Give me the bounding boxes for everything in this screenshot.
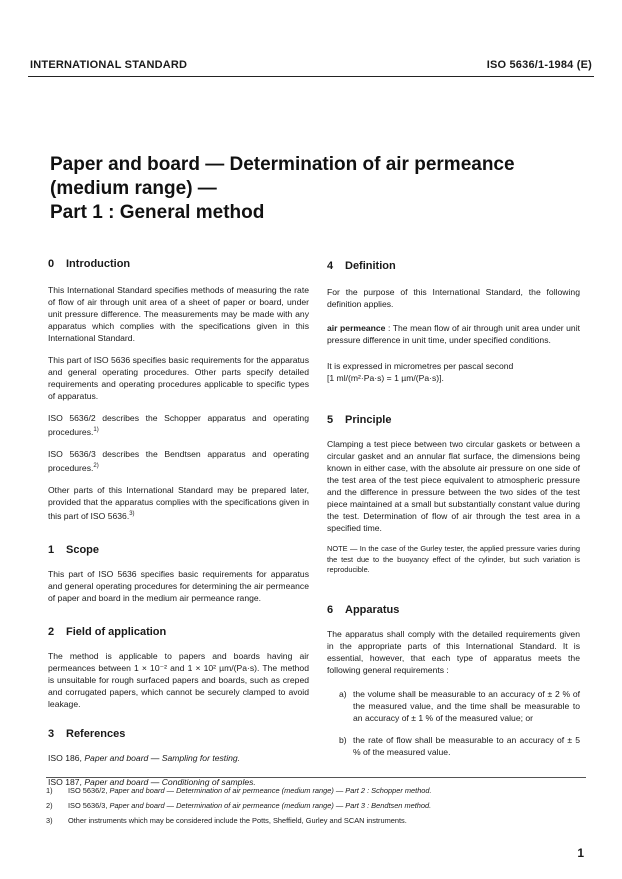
section-references-heading: 3 References <box>48 727 126 740</box>
apparatus-item-b: b) the rate of flow shall be measurable to an accuracy of ± 5 % of the measured value. <box>339 734 580 757</box>
footnote-2: 2) ISO 5636/3, Paper and board — Determination of air permeance (medium range) — Part 3 : Bendtsen method. <box>46 801 432 810</box>
footnote-3: 3) Other instruments which may be considered include the Potts, Sheffield, Gurley and SCAN instruments. <box>46 816 407 825</box>
section-definition-heading: 4 Definition <box>327 260 396 272</box>
intro-paragraph-5: Other parts of this International Standard may be prepared later, provided that the apparatus complies with the specifications given in this part of ISO 5636.$^{3)}$ <box>48 484 309 521</box>
footnote-ref-2: 2) <box>93 462 99 469</box>
definition-unit-line: It is expressed in micrometres per pascal second <box>327 361 514 371</box>
section-principle-heading: 5 Principle <box>327 414 392 426</box>
principle-note: NOTE — In the case of the Gurley tester, the applied pressure varies during the test due to the buoyancy effect of the cylinder, but such variation is reproducible. <box>327 544 580 574</box>
section-field-of-application-heading: 2 Field of application <box>48 625 167 638</box>
section-introduction-heading: 0 Introduction <box>48 258 131 270</box>
field-of-application-paragraph: The method is applicable to papers and boards having air permeances between 1 × 10⁻² and 1 × 10² µm/(Pa·s). The method is unsuitable for rough surfaced papers and boards, such as creped and corrugated papers, which cannot be securely clamped to avoid leakage. <box>48 650 309 709</box>
definition-term-paragraph: air permeance : The mean flow of air through unit area under unit pressure difference in unit time, under specified conditions. <box>327 323 580 345</box>
footnote-ref-1: 1) <box>93 427 99 433</box>
title-line-2: (medium range) — <box>50 178 217 199</box>
intro-paragraph-4: ISO 5636/3 describes the Bendtsen apparatus and operating procedures.$^{2)}$ <box>48 448 309 473</box>
footnote-1: 1) ISO 5636/2, Paper and board — Determination of air permeance (medium range) — Part 2 : Schopper method. <box>46 786 432 795</box>
apparatus-paragraph: The apparatus shall comply with the detailed requirements given in the appropriate parts of this International Standard. It is essential, however, that each type of apparatus meets the following general requirements : <box>327 628 580 675</box>
header-standard-label: INTERNATIONAL STANDARD <box>30 59 188 71</box>
section-scope-heading: 1 Scope <box>48 543 100 556</box>
right-column <box>327 260 580 758</box>
title-line-3: Part 1 : General method <box>50 202 265 223</box>
footnote-rule <box>46 777 586 778</box>
definition-unit-equation: [1 ml/(m²·Pa·s) = 1 µm/(Pa·s)]. <box>327 373 444 383</box>
intro-paragraph-1: This International Standard specifies methods of measuring the rate of flow of air through unit area of a sheet of paper or board, under unit pressure difference. The measurements may be made with any apparatus which complies with the specifications given in this International Standard. <box>48 285 309 343</box>
title-line-1: Paper and board — Determination of air permeance <box>50 154 515 175</box>
definition-paragraph-1: For the purpose of this International Standard, the following definition applies. <box>327 287 580 309</box>
left-column <box>48 258 309 788</box>
header-document-id: ISO 5636/1-1984 (E) <box>486 59 592 71</box>
reference-iso-187: ISO 187, Paper and board — Conditioning of samples. <box>48 776 256 787</box>
definition-term: air permeance <box>327 323 386 333</box>
apparatus-item-a: a) the volume shall be measurable to an accuracy of ± 2 % of the measured value, and the time shall be measurable to an accuracy of ± 1 % of the measured value; or <box>339 688 580 723</box>
intro-paragraph-2: This part of ISO 5636 specifies basic requirements for the apparatus and general operating procedures. Other parts specify detailed requirements and operating procedures applicable to specific types of apparatus. <box>48 355 309 401</box>
section-apparatus-heading: 6 Apparatus <box>327 603 400 616</box>
scope-paragraph: This part of ISO 5636 specifies basic requirements for apparatus and general operating procedures for determining the air permeance of paper and board in the medium air permeance range. <box>48 568 309 603</box>
header-rule <box>28 76 594 77</box>
document-title <box>50 153 590 225</box>
intro-paragraph-3: ISO 5636/2 describes the Schopper apparatus and operating procedures.$^{1)}$ <box>48 413 309 437</box>
principle-paragraph: Clamping a test piece between two circular gaskets or between a circular gasket and an annular flat surface, the dimensions being known in either case, with the absolute air pressure on one side of the test area of the test piece equivalent to atmospheric pressure and the difference in pressure between the two sides of the test piece maintained at a small but substantially constant value during the test. Determination of flow of air through the test area in a specified time. <box>327 439 580 533</box>
reference-iso-186: ISO 186, Paper and board — Sampling for testing. <box>48 752 241 763</box>
page-number: 1 <box>577 846 584 860</box>
footnote-ref-3: 3) <box>129 510 135 517</box>
